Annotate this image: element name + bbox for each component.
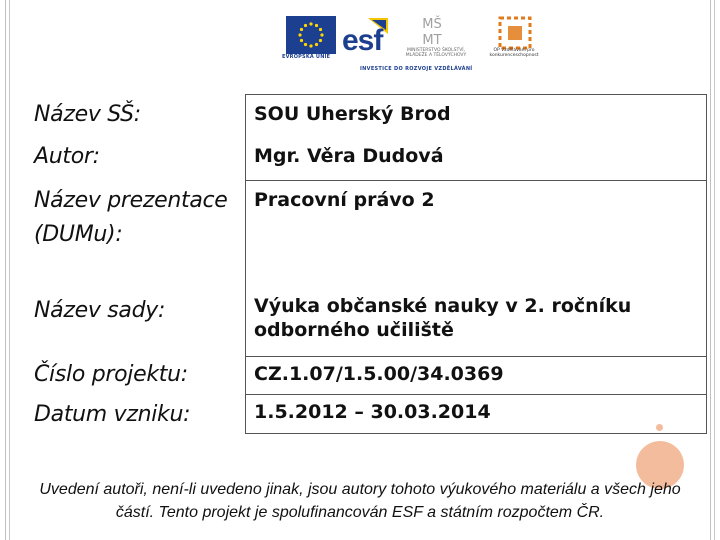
label-set-name: Název sady:	[34, 298, 166, 323]
tagline: INVESTICE DO ROZVOJE VZDĚLÁVÁNÍ	[360, 66, 473, 72]
msmt-logo-graphic	[410, 12, 454, 52]
right-border-line-inner	[714, 0, 715, 540]
label-school-name: Název SŠ:	[34, 102, 141, 127]
eu-stars-icon	[286, 16, 336, 54]
value-date-created: 1.5.2012 – 30.03.2014	[254, 401, 491, 423]
right-border-line	[710, 0, 711, 540]
esf-logo-text: esf	[342, 24, 383, 57]
left-border-line	[5, 0, 6, 540]
label-date-created: Datum vzniku:	[34, 402, 191, 427]
label-presentation-name: Název prezentace (DUMu):	[34, 188, 228, 247]
eu-caption: EVROPSKÁ UNIE	[282, 54, 331, 60]
label-project-number: Číslo projektu:	[34, 362, 188, 387]
row-separator	[245, 180, 707, 181]
value-presentation-name: Pracovní právo 2	[254, 189, 435, 211]
row-separator	[245, 356, 707, 357]
value-set-name: Výuka občanské nauky v 2. ročníku odborného učiliště	[254, 295, 632, 341]
footer-note: Uvedení autoři, není-li uvedeno jinak, jsou autory tohoto výukového materiálu a všech jeho částí. Tento projekt je spolufinancován ESF a státním rozpočtem ČR.	[39, 481, 681, 521]
logo-strip	[278, 8, 546, 74]
svg-text:MŠ: MŠ	[422, 17, 442, 32]
value-project-number: CZ.1.07/1.5.00/34.0369	[254, 363, 504, 385]
value-school-name: SOU Uherský Brod	[254, 103, 451, 125]
op-caption: OP Vzdělávání pro konkurenceschopnost	[489, 48, 539, 58]
eu-flag-logo	[286, 16, 336, 54]
msmt-caption: MINISTERSTVO ŠKOLSTVÍ, MLÁDEŽE A TĚLOVÝCHOVY	[405, 48, 467, 58]
value-author: Mgr. Věra Dudová	[254, 145, 444, 167]
left-border-line-inner	[9, 0, 10, 540]
label-author: Autor:	[34, 144, 100, 169]
svg-text:MT: MT	[422, 33, 442, 48]
row-separator	[245, 394, 707, 395]
